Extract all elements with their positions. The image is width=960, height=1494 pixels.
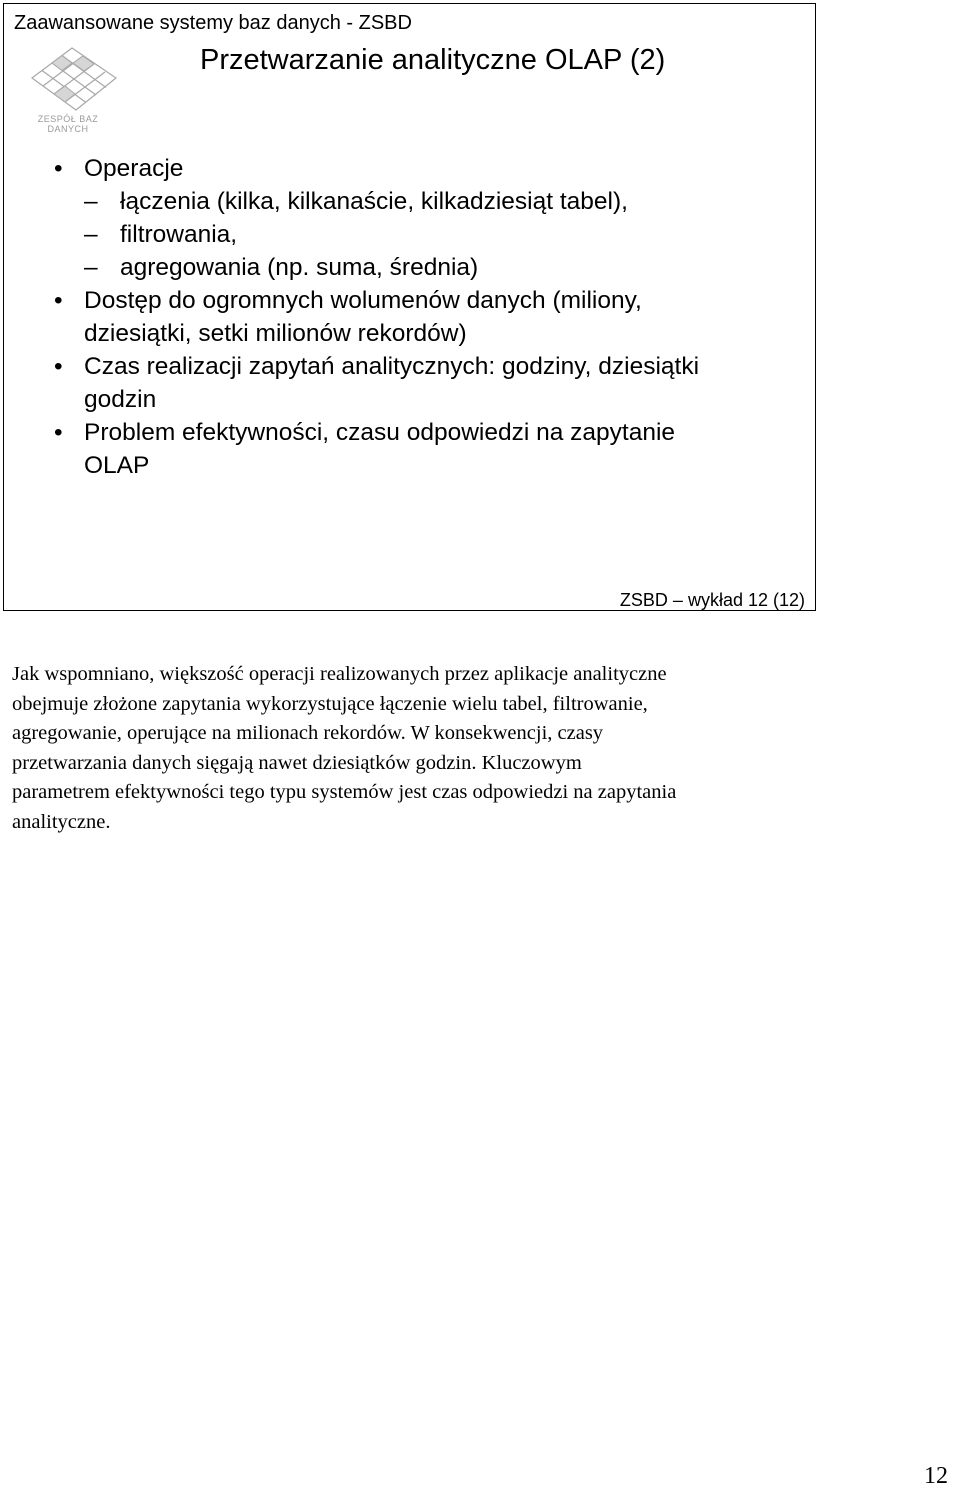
bullet-text: agregowania (np. suma, średnia) bbox=[120, 254, 479, 281]
logo-grid-icon bbox=[26, 38, 122, 114]
dash-marker: – bbox=[84, 221, 98, 248]
logo bbox=[26, 38, 122, 140]
bullet-text: Operacje bbox=[84, 155, 184, 182]
bullet-text: godzin bbox=[84, 386, 157, 413]
notes-line: analityczne. bbox=[12, 810, 111, 833]
bullet-text: Dostęp do ogromnych wolumenów danych (miliony, bbox=[84, 287, 642, 314]
notes-line: parametrem efektywności tego typu systemów jest czas odpowiedzi na zapytania bbox=[12, 781, 677, 803]
bullet-text: Czas realizacji zapytań analitycznych: godziny, dziesiątki bbox=[84, 353, 700, 380]
slide-footer: ZSBD – wykład 12 (12) bbox=[619, 590, 805, 610]
bullet-marker: • bbox=[54, 155, 63, 182]
bullet-marker: • bbox=[54, 287, 63, 314]
slide-title: Przetwarzanie analityczne OLAP (2) bbox=[200, 44, 666, 76]
bullet-item bbox=[4, 416, 764, 482]
lecture-notes bbox=[12, 660, 842, 837]
bullet-text: łączenia (kilka, kilkanaście, kilkadziesiąt tabel), bbox=[120, 188, 628, 215]
dash-marker: – bbox=[84, 188, 98, 215]
bullet-text: Problem efektywności, czasu odpowiedzi na zapytanie bbox=[84, 419, 676, 446]
bullet-item bbox=[4, 350, 764, 416]
logo-text-line: ZESPÓŁ BAZ bbox=[37, 114, 99, 124]
dash-marker: – bbox=[84, 254, 98, 281]
notes-line: obejmuje złożone zapytania wykorzystujące łączenie wielu tabel, filtrowanie, bbox=[12, 692, 648, 715]
notes-line: przetwarzania danych sięgają nawet dziesiątków godzin. Kluczowym bbox=[12, 751, 582, 774]
sub-bullet-item bbox=[4, 218, 760, 251]
slide-header: Zaawansowane systemy baz danych - ZSBD bbox=[14, 12, 412, 34]
bullet-list bbox=[4, 152, 817, 482]
notes-line: Jak wspomniano, większość operacji realizowanych przez aplikacje analityczne bbox=[12, 663, 667, 685]
bullet-text: filtrowania, bbox=[120, 221, 238, 248]
bullet-marker: • bbox=[54, 419, 63, 446]
bullet-marker: • bbox=[54, 353, 63, 380]
logo-text-line: DANYCH bbox=[47, 124, 89, 134]
notes-line: agregowanie, operujące na milionach rekordów. W konsekwencji, czasy bbox=[12, 722, 604, 744]
bullet-item bbox=[4, 152, 764, 185]
bullet-text: dziesiątki, setki milionów rekordów) bbox=[84, 320, 467, 347]
bullet-item bbox=[4, 284, 764, 350]
bullet-text: OLAP bbox=[84, 452, 150, 479]
page-number: 12 bbox=[924, 1463, 948, 1489]
slide-frame bbox=[3, 3, 816, 611]
sub-bullet-item bbox=[4, 185, 760, 218]
sub-bullet-item bbox=[4, 251, 760, 284]
